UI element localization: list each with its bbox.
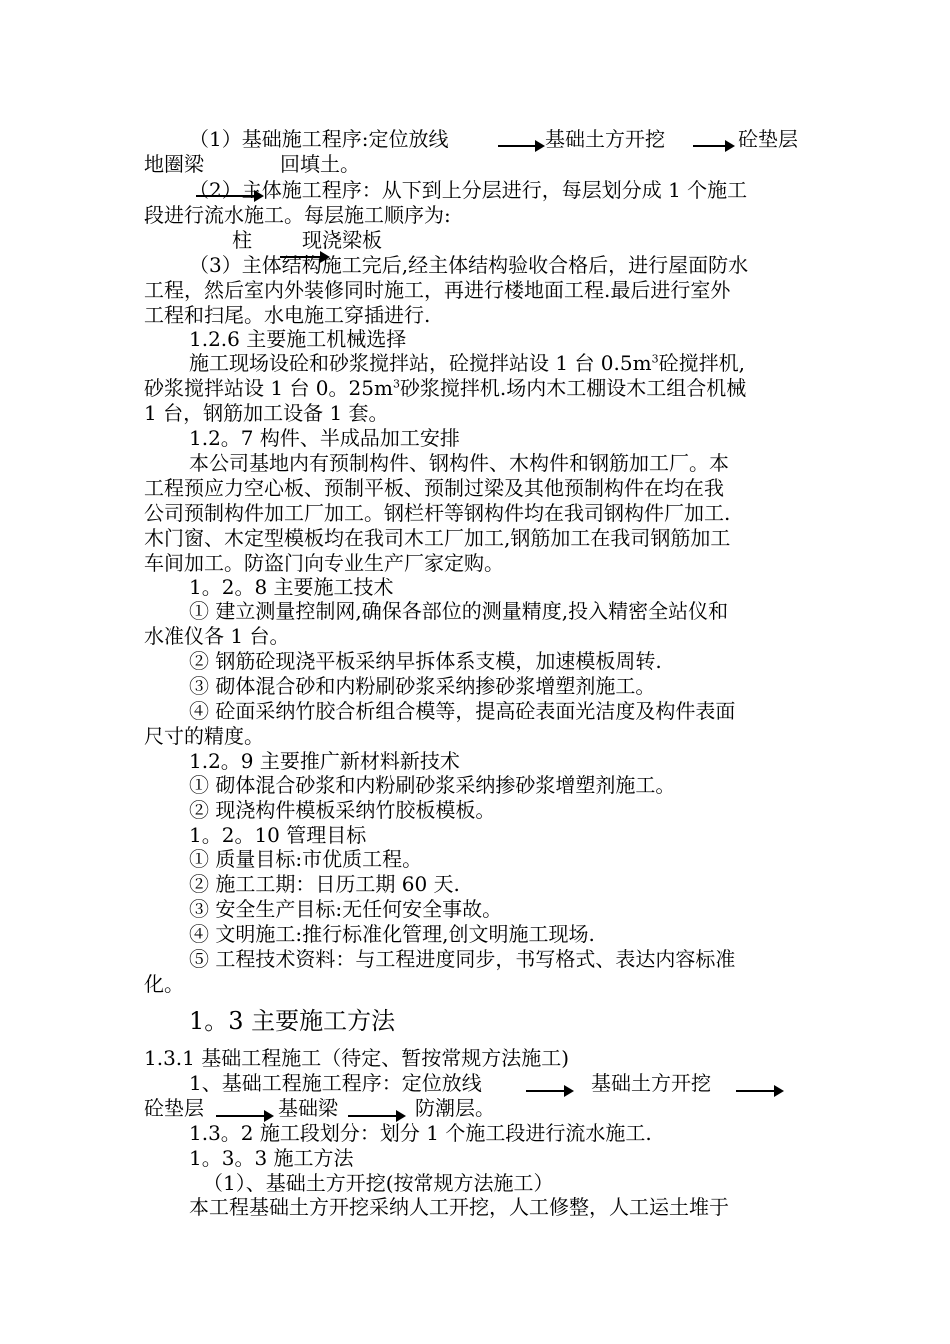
paragraph-line: 1 台，钢筋加工设备 1 套。 bbox=[144, 401, 389, 425]
paragraph-line: 木门窗、木定型模板均在我司木工厂加工,钢筋加工在我司钢筋加工 bbox=[144, 526, 731, 550]
arrow-icon bbox=[216, 1115, 272, 1117]
paragraph-line: 本工程基础土方开挖采纳人工开挖，人工修整，人工运土堆于 bbox=[189, 1195, 729, 1219]
list-item: ④ 文明施工:推行标准化管理,创文明施工现场. bbox=[189, 922, 595, 946]
section-heading: 1.2.6 主要施工机械选择 bbox=[189, 327, 407, 351]
paragraph-line: 段进行流水施工。每层施工顺序为: bbox=[144, 203, 451, 227]
paragraph-line: 公司预制构件加工厂加工。钢栏杆等钢构件均在我司钢构件厂加工. bbox=[144, 501, 731, 525]
arrow-icon bbox=[498, 145, 543, 147]
list-item: ⑤ 工程技术资料：与工程进度同步，书写格式、表达内容标准 bbox=[189, 947, 736, 971]
sequence-step-text: 柱 bbox=[232, 228, 252, 252]
section-heading: 1.3。2 施工段划分：划分 1 个施工段进行流水施工. bbox=[189, 1121, 652, 1145]
paragraph-line: 砂浆搅拌站设 1 台 0。$25m^3$砂浆搅拌机.场内木工棚设木工组合机械 bbox=[144, 376, 747, 400]
list-item: 尺寸的精度。 bbox=[144, 724, 264, 748]
list-item: ② 现浇构件模板采纳竹胶板模板。 bbox=[189, 798, 496, 822]
arrow-icon bbox=[736, 1090, 782, 1092]
list-item: 化。 bbox=[144, 972, 184, 996]
sequence-step-text: 砼垫层 bbox=[144, 1096, 204, 1120]
section-heading: 1.2。7 构件、半成品加工安排 bbox=[189, 426, 460, 450]
sequence-step-text: 防潮层。 bbox=[415, 1096, 495, 1120]
sequence-step-text: （1）基础施工程序:定位放线 bbox=[189, 127, 449, 151]
list-item: ② 钢筋砼现浇平板采纳早拆体系支模，加速模板周转. bbox=[189, 649, 662, 673]
list-item: ① 建立测量控制网,确保各部位的测量精度,投入精密全站仪和 bbox=[189, 599, 729, 623]
list-item: ③ 砌体混合砂和内粉刷砂浆采纳掺砂浆增塑剂施工。 bbox=[189, 674, 656, 698]
section-heading: 1。3。3 施工方法 bbox=[189, 1146, 354, 1170]
list-item: ② 施工工期：日历工期 60 天. bbox=[189, 872, 460, 896]
sequence-step-text: 砼垫层 bbox=[738, 127, 798, 151]
paragraph-line: 工程，然后室内外装修同时施工，再进行楼地面工程.最后进行室外 bbox=[144, 278, 731, 302]
sequence-step-text: 基础土方开挖 bbox=[545, 127, 665, 151]
subsection-heading: （1）、基础土方开挖(按常规方法施工） bbox=[203, 1171, 554, 1195]
paragraph-line: 施工现场设砼和砂浆搅拌站，砼搅拌站设 1 台 $0.5m^3$砼搅拌机, bbox=[189, 351, 745, 375]
arrow-icon bbox=[693, 145, 733, 147]
list-item: 水准仪各 1 台。 bbox=[144, 624, 290, 648]
list-item: ① 质量目标:市优质工程。 bbox=[189, 847, 423, 871]
sequence-step-text: 1、基础工程施工程序：定位放线 bbox=[189, 1071, 482, 1095]
paragraph-line: 工程和扫尾。水电施工穿插进行. bbox=[144, 303, 431, 327]
paragraph-line: （2）主体施工程序：从下到上分层进行，每层划分成 1 个施工 bbox=[189, 178, 748, 202]
chapter-heading: 1。3 主要施工方法 bbox=[189, 1007, 396, 1035]
section-heading: 1。2。8 主要施工技术 bbox=[189, 575, 394, 599]
sequence-step-text: 基础梁 bbox=[278, 1096, 338, 1120]
section-heading: 1。2。10 管理目标 bbox=[189, 823, 367, 847]
section-heading: 1.3.1 基础工程施工（待定、暂按常规方法施工) bbox=[144, 1046, 570, 1070]
sequence-step-text: 地圈梁 bbox=[144, 152, 204, 176]
list-item: ① 砌体混合砂浆和内粉刷砂浆采纳掺砂浆增塑剂施工。 bbox=[189, 773, 676, 797]
paragraph-line: （3）主体结构施工完后,经主体结构验收合格后，进行屋面防水 bbox=[189, 253, 749, 277]
paragraph-line: 工程预应力空心板、预制平板、预制过梁及其他预制构件在均在我 bbox=[144, 476, 724, 500]
sequence-step-text: 回填土。 bbox=[280, 152, 360, 176]
sequence-step-text: 现浇梁板 bbox=[302, 228, 382, 252]
list-item: ③ 安全生产目标:无任何安全事故。 bbox=[189, 897, 503, 921]
section-heading: 1.2。9 主要推广新材料新技术 bbox=[189, 749, 460, 773]
paragraph-line: 本公司基地内有预制构件、钢构件、木构件和钢筋加工厂。本 bbox=[189, 451, 729, 475]
sequence-step-text: 基础土方开挖 bbox=[591, 1071, 711, 1095]
arrow-icon bbox=[348, 1115, 404, 1117]
paragraph-line: 车间加工。防盗门向专业生产厂家定购。 bbox=[144, 551, 504, 575]
arrow-icon bbox=[526, 1090, 572, 1092]
list-item: ④ 砼面采纳竹胶合析组合模等，提高砼表面光洁度及构件表面 bbox=[189, 699, 736, 723]
